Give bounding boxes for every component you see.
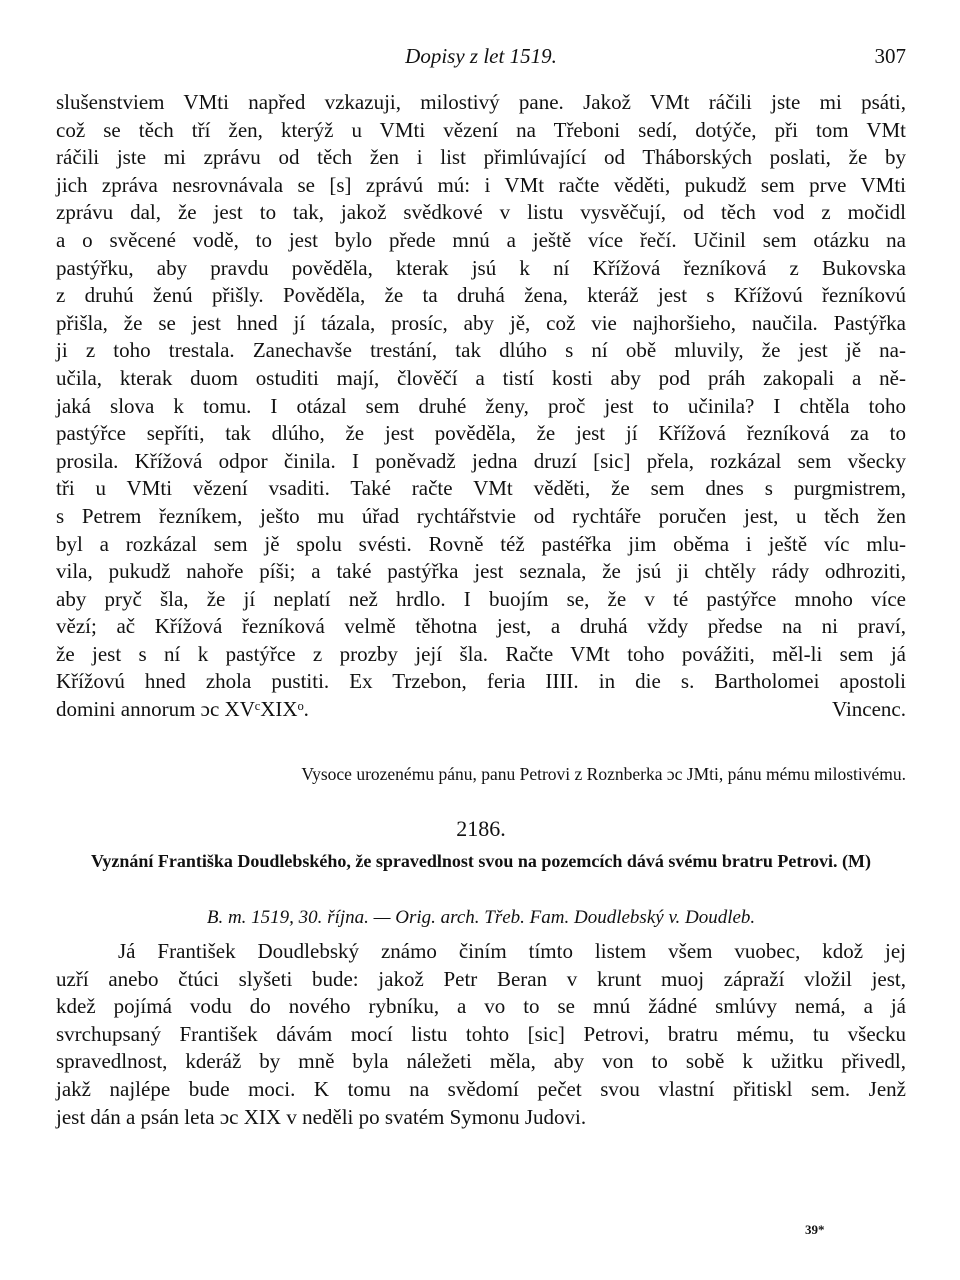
text-line: což se těch tří žen, kterýž u VMti vězení na Třeboni sedí, dotýče, při tom VMt [56,117,906,142]
text-line: aby pryč šla, že jí neplatí než hrdlo. I buojím se, že v té pastýřce mnoho více [56,586,906,611]
text-line: vězí; ač Křížová řezníková velmě těhotna jest, a druhá vždy předse na ni praví, [56,614,906,639]
text-line: Já František Doudlebský známo činím tímto listem všem vuobec, kdož jej [118,939,906,963]
text-line: slušenstviem VMti napřed vzkazuji, milostivý pane. Jakož VMt ráčili jste mi psáti, [56,90,906,114]
source-citation: B. m. 1519, 30. října. — Orig. arch. Třeb. Fam. Doudlebský v. Doudleb. [206,907,756,928]
text-line: spravedlnost, kderáž by mně byla náležeti měla, aby von to sobě k užitku přivedl, [56,1049,906,1074]
text-line: pastýřku, aby pravdu pověděla, kterak jsú k ní Křížová řezníková z Bukovska [56,255,906,280]
text-line: uzří anebo čtúci slyšeti bude: jakož Petr Beran v krunt muoj zápraží vložil jest, [56,966,906,991]
text-line: učila, kterak duom ostuditi mají, člověčí a tistí kosti aby pod práh zakopali a ně- [56,365,906,390]
text-line: ji z toho trestala. Zanechavše trestání, tak dlúho s ní obě mluvily, že jest jě na- [56,338,906,363]
document-number: 2186. [456,816,506,841]
date-line: domini annorum ɔc XVᶜXIXᵒ. [56,697,309,722]
page-number: 307 [874,44,906,68]
text-line: Křížovú hned zhola pustiti. Ex Trzebon, feria IIII. in die s. Bartholomei apostoli [56,669,906,694]
text-line: že jest s ní k pastýřce z prozby její šla. Račte VMt toho povážiti, měl-li sem já [56,641,906,666]
text-line: a o svěcené vodě, to jest bylo přede mnú a ještě více řečí. Učinil sem otázku na [56,227,906,252]
text-line: jakž najlépe bude moci. K tomu na svědomí pečet svou vlastní přitiskl sem. Jenž [56,1076,906,1101]
closing-line [56,696,906,724]
text-line: vila, pukudž nahoře píši; a také pastýřka jest seznala, že jsú ji chtěly rády odhroziti, [56,559,906,584]
text-line: kdež pojímá vodu do nového rybníku, a vo to se mnú žádné smlúvy nemá, a já [56,994,906,1019]
running-header [56,42,906,72]
text-line: z druhú ženú přišly. Pověděla, že ta druhá žena, kteráž jest s Křížovú řezníkovú [56,283,906,308]
text-line: přišla, že se jest hned jí tázala, prosíc, aby jě, což vie najhoršieho, naučila. Pastýřka [56,310,906,335]
signature: Vincenc. [832,697,906,722]
text-line: zprávu dal, že jest to tak, jakož svědkové v listu vysvěčují, od těch vod z močidl [56,200,906,225]
text-line: tři u VMti vězení vsaditi. Také račte VMt věděti, že sem dnes s purgmistrem, [56,476,906,501]
document-title: Vyznání Františka Doudlebského, že spravedlnost svou na pozemcích dává svému bratru Petrovi. (M) [90,851,872,871]
document-text [56,938,906,1131]
signature-mark: 39* [805,1222,825,1237]
text-line: jich zpráva nesrovnávala se [s] zprávú mú: i VMt račte věděti, pukudž sem prve VMti [56,172,906,197]
letter-text [56,89,906,724]
text-line: jest dán a psán leta ɔc XIX v neděli po svatém Symonu Judovi. [56,1104,587,1129]
text-line: svrchupsaný František dávám mocí listu tohto [sic] Petrovi, bratru mému, tu všecku [56,1021,906,1046]
text-line: prosila. Křížová odpor činila. I poněvadž jedna druzí [sic] přela, rozkázal sem všecky [56,448,906,473]
text-line: ráčili jste mi zprávu od těch žen i list přimlúvající od Tháborských poslati, že by [56,145,906,170]
address-line: Vysoce urozenému pánu, panu Petrovi z Roznberka ɔc JMti, pánu mému milostivému. [301,764,906,784]
text-line: s Petrem řezníkem, ješto mu úřad rychtářstvie od rychtáře poručen jest, u těch žen [56,503,906,528]
text-line: jaká slova k tomu. I otázal sem druhé ženy, proč jest to učinila? I chtěla toho [56,393,906,418]
running-title: Dopisy z let 1519. [405,44,557,68]
text-line: pastýřce sepříti, tak dlúho, že jest pověděla, že jest jí Křížová řezníková za to [56,421,906,446]
text-line: byl a rozkázal sem jě spolu svésti. Rovně též pastéřka jim oběma i ještě víc mlu- [56,531,906,556]
